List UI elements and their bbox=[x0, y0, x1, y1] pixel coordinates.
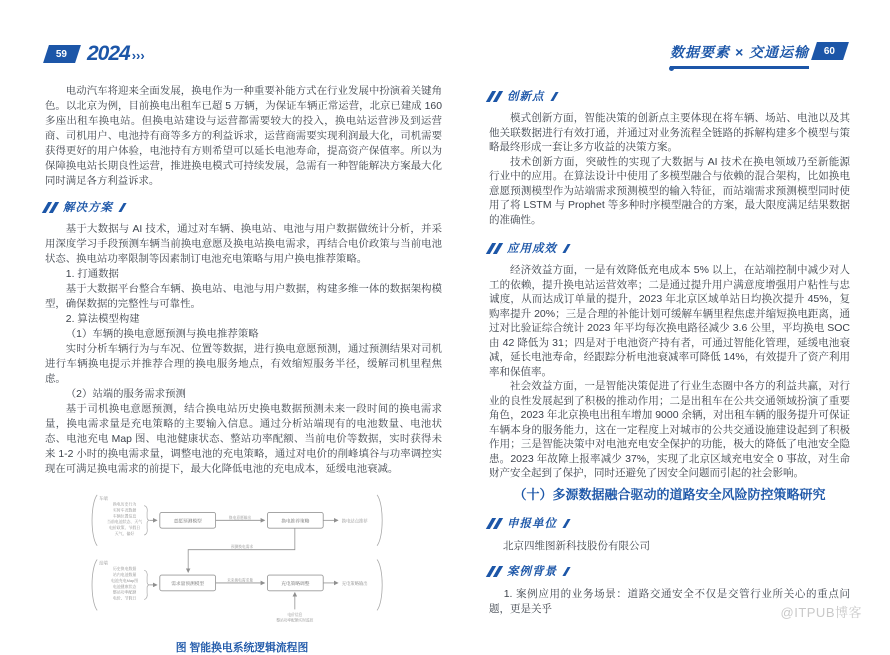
slash-icon bbox=[550, 92, 558, 101]
arrow-label: 换电意愿输出 bbox=[228, 515, 252, 520]
item1-title: 1. 打通数据 bbox=[65, 269, 119, 280]
input-line: 实时车况数据 bbox=[112, 507, 137, 513]
input-line: 站内电池数量 bbox=[112, 572, 137, 578]
flow-box-label: 充电策略调整 bbox=[281, 580, 310, 586]
input-line: 电池健康状态 bbox=[112, 583, 137, 589]
open-bracket bbox=[92, 559, 97, 610]
flowchart-svg bbox=[85, 489, 399, 626]
close-bracket bbox=[377, 495, 382, 546]
input-line: 整站功率配额 bbox=[112, 589, 137, 595]
input-line: 当前电池状态、天气 bbox=[106, 519, 143, 525]
innovation-paragraph-2: 技术创新方面，突破性的实现了大数据与 AI 技术在换电领域乃至新能源行业中的应用。在算法设计中使用了多模型融合与依赖的混合架构，比如换电意愿预测模型作为站端需求预测模型的输入特征，而站端需求预测模型同时使用了将 LSTM 与 Prophet 等多种时序模型融合的方案，最大限度满足结果数据的准确性。 bbox=[489, 155, 850, 226]
page-number-right: 60 bbox=[824, 45, 836, 57]
intro-paragraph: 电动汽车将迎来全面发展，换电作为一种重要补能方式在行业发展中扮演着关键角色。以北京为例，目前换电出租车已超 5 万辆，为保证车辆正常运营，北京已建成 160 多座出租车换电站。但换电站建设与运营都需要较大的投入，换电站运营涉及到运营商、司机用户、电池持有商等多方的利益诉求，运营商需要实现利润最大化，司机需要获得更好的用户体验，电池持有方则希望可以延长电池寿命，提高资产保值率。所以为保障换电站长期良性运营，推进换电模式可持续发展，急需有一种智能解决方案最大化同时满足各方利益诉求。 bbox=[45, 86, 442, 187]
item2-sub1-body: 实时分析车辆行为与车况、位置等数据，进行换电意愿预测，通过预测结果对司机进行车辆换电提示并推荐合理的换电服务地点，有效缩短服务半径，缓解司机里程焦虑。 bbox=[45, 344, 442, 385]
page-number-left: 59 bbox=[56, 48, 68, 60]
input-line: 电价政策、节假日 bbox=[108, 525, 141, 531]
section-title: 创新点 bbox=[507, 91, 545, 103]
chevrons-icon: ››› bbox=[131, 48, 145, 63]
item2-sub2-title: （2）站端的服务需求预测 bbox=[65, 389, 186, 400]
applicant-name: 北京四维图新科技股份有限公司 bbox=[503, 540, 650, 552]
flow-output: 充电策略输出 bbox=[341, 580, 368, 586]
underline-dot bbox=[669, 66, 674, 71]
figure-caption: 图 智能换电系统逻辑流程图 bbox=[175, 642, 309, 654]
flow-box-label: 意愿预测模型 bbox=[173, 518, 202, 524]
input-line: 天气、偏好 bbox=[114, 530, 135, 536]
slash-icon bbox=[562, 567, 570, 576]
slash-icon bbox=[562, 244, 570, 253]
solution-intro: 基于大数据与 AI 技术，通过对车辆、换电站、电池与用户数据做统计分析，并采用深度学习手段预测车辆当前换电意愿及换电站换电需求，再结合电价政策与当前电池状态、换电站功率限制等因素制订电池充电策略与用户换电推荐策略。 bbox=[45, 224, 442, 265]
section-header-effect bbox=[489, 240, 850, 256]
item2-sub2-body: 基于司机换电意愿预测，结合换电站历史换电数据预测未来一段时间的换电需求量，换电需求量是充电策略的主要输入信息。通过分析站端现有的电池数量、电池状态、电池充电 Map 图、电池健康状态、整站功率配额、当前电价等数据，实时获得未来 1-2 小时的换电需求量，调整电池的充电策略，通过对电价的削峰填谷与功率调控实现在可满足换电需求的前提下，最大化降低电池的充电成本，延缓电池衰减。 bbox=[45, 404, 442, 475]
flow-box-label: 换电推荐策略 bbox=[281, 518, 310, 524]
input-line: 电池充电Map图 bbox=[111, 577, 139, 583]
left-column bbox=[45, 84, 442, 655]
page-number-badge-right bbox=[811, 42, 849, 60]
header-left bbox=[46, 42, 145, 66]
open-bracket bbox=[92, 495, 97, 546]
flow-output: 换电站点推荐 bbox=[341, 518, 368, 524]
effect-paragraph-2: 社会效益方面，一是智能决策促进了行业生态圈中各方的利益共赢，对行业的良性发展起到了积极的推动作用；二是出租车在公共交通领域扮演了重要角色，2023 年北京换电出租车增加 9000 余辆，对出租车辆的服务提升可保证车辆本身的服务能力，这在一定程度上对城市的公共交通设施建设起到了积极作用；三是智能决策中对电池充电安全保护的功能，极大的降低了电池安全隐患。2023 年故障上报率减少 37%，实现了北京区域充电安全 0 事故，对生命财产安全起到了保护，同时还避免了因安全问题而引起的社会影响。 bbox=[489, 380, 850, 479]
section-title: 解决方案 bbox=[63, 202, 113, 214]
year-logo-text: 2024 bbox=[87, 42, 130, 65]
input-line: 车辆位置信息 bbox=[112, 513, 137, 519]
watermark: @ITPUB博客 bbox=[780, 605, 862, 620]
input-line: 换电历史行为 bbox=[112, 501, 137, 507]
section-header-background bbox=[489, 563, 850, 579]
item2-sub1-title: （1）车辆的换电意愿预测与换电推荐策略 bbox=[65, 329, 259, 340]
input-line: 历史换电数据 bbox=[112, 566, 137, 572]
connector-label: 预测换电需求 bbox=[230, 545, 254, 550]
section-header-solution bbox=[45, 199, 442, 215]
slash-icon bbox=[118, 203, 126, 212]
innovation-paragraph-1: 模式创新方面，智能决策的创新点主要体现在将车辆、场站、电池以及其他关联数据进行有效打通，并通过对业务流程全链路的拆解构建多个模型与策略最终形成一套让多方收益的决策方案。 bbox=[489, 112, 850, 153]
section-title: 申报单位 bbox=[507, 518, 557, 530]
close-bracket bbox=[377, 559, 382, 610]
bottom-input-line: 电价信息 bbox=[287, 613, 303, 618]
brace bbox=[144, 570, 150, 599]
page-number-badge-left bbox=[43, 45, 81, 63]
effect-paragraph-1: 经济效益方面，一是有效降低充电成本 5% 以上，在站端控制中减少对人工的依赖，提升换电站运营效率；二是通过提升用户满意度增强用户粘性与忠诚度，从而达成订单量的提升，2023 年北京区域单站日均换次提升 45%，复购率提升 20%；三是合理的补能计划可缓解车辆里程焦虑并缩短换电距离，通过对比验证综合统计 2023 年平均每次换电路径减少 3.6 公里，平均换电 SOC 由 42 降低为 31；四是对于电池资产持有者，可通过智能化管理，延缓电池衰减，延长电池寿命，经跟踪分析电池衰减率可降低 14%，有效提升了资产利用率和保值率。 bbox=[489, 264, 850, 378]
item1-body: 基于大数据平台整合车辆、换电站、电池与用户数据，构建多维一体的数据架构模型，确保数据的完整性与可靠性。 bbox=[45, 284, 442, 310]
section-header-innovation bbox=[489, 88, 850, 104]
brace bbox=[144, 506, 150, 535]
section-header-applicant bbox=[489, 515, 850, 531]
case-title: （十）多源数据融合驱动的道路安全风险防控策略研究 bbox=[513, 487, 826, 502]
background-paragraph: 1. 案例应用的业务场景：道路交通安全不仅是交管行业所关心的重点问题，更是关乎 bbox=[489, 588, 850, 615]
flow-box-label: 需求量预测模型 bbox=[171, 580, 205, 586]
bottom-input-line: 整站功率配额实时监控 bbox=[276, 618, 314, 623]
arrow-label: 未来换电需求量 bbox=[227, 578, 254, 583]
bracket-label: 车端 bbox=[99, 495, 108, 501]
next-case-block bbox=[489, 484, 850, 616]
input-line: 电价、节假日 bbox=[112, 595, 137, 601]
section-title: 应用成效 bbox=[507, 243, 557, 255]
series-title-wrap bbox=[670, 42, 809, 69]
slash-icon bbox=[562, 519, 570, 528]
section-title: 案例背景 bbox=[507, 566, 557, 578]
connector-line bbox=[188, 528, 295, 572]
series-title: 数据要素 × 交通运输 bbox=[670, 44, 809, 60]
item2-title: 2. 算法模型构建 bbox=[65, 314, 140, 325]
bracket-label: 站端 bbox=[99, 560, 108, 566]
right-column bbox=[489, 84, 850, 624]
year-logo bbox=[87, 42, 145, 66]
header-right bbox=[670, 42, 846, 69]
flowchart-figure bbox=[85, 489, 399, 655]
